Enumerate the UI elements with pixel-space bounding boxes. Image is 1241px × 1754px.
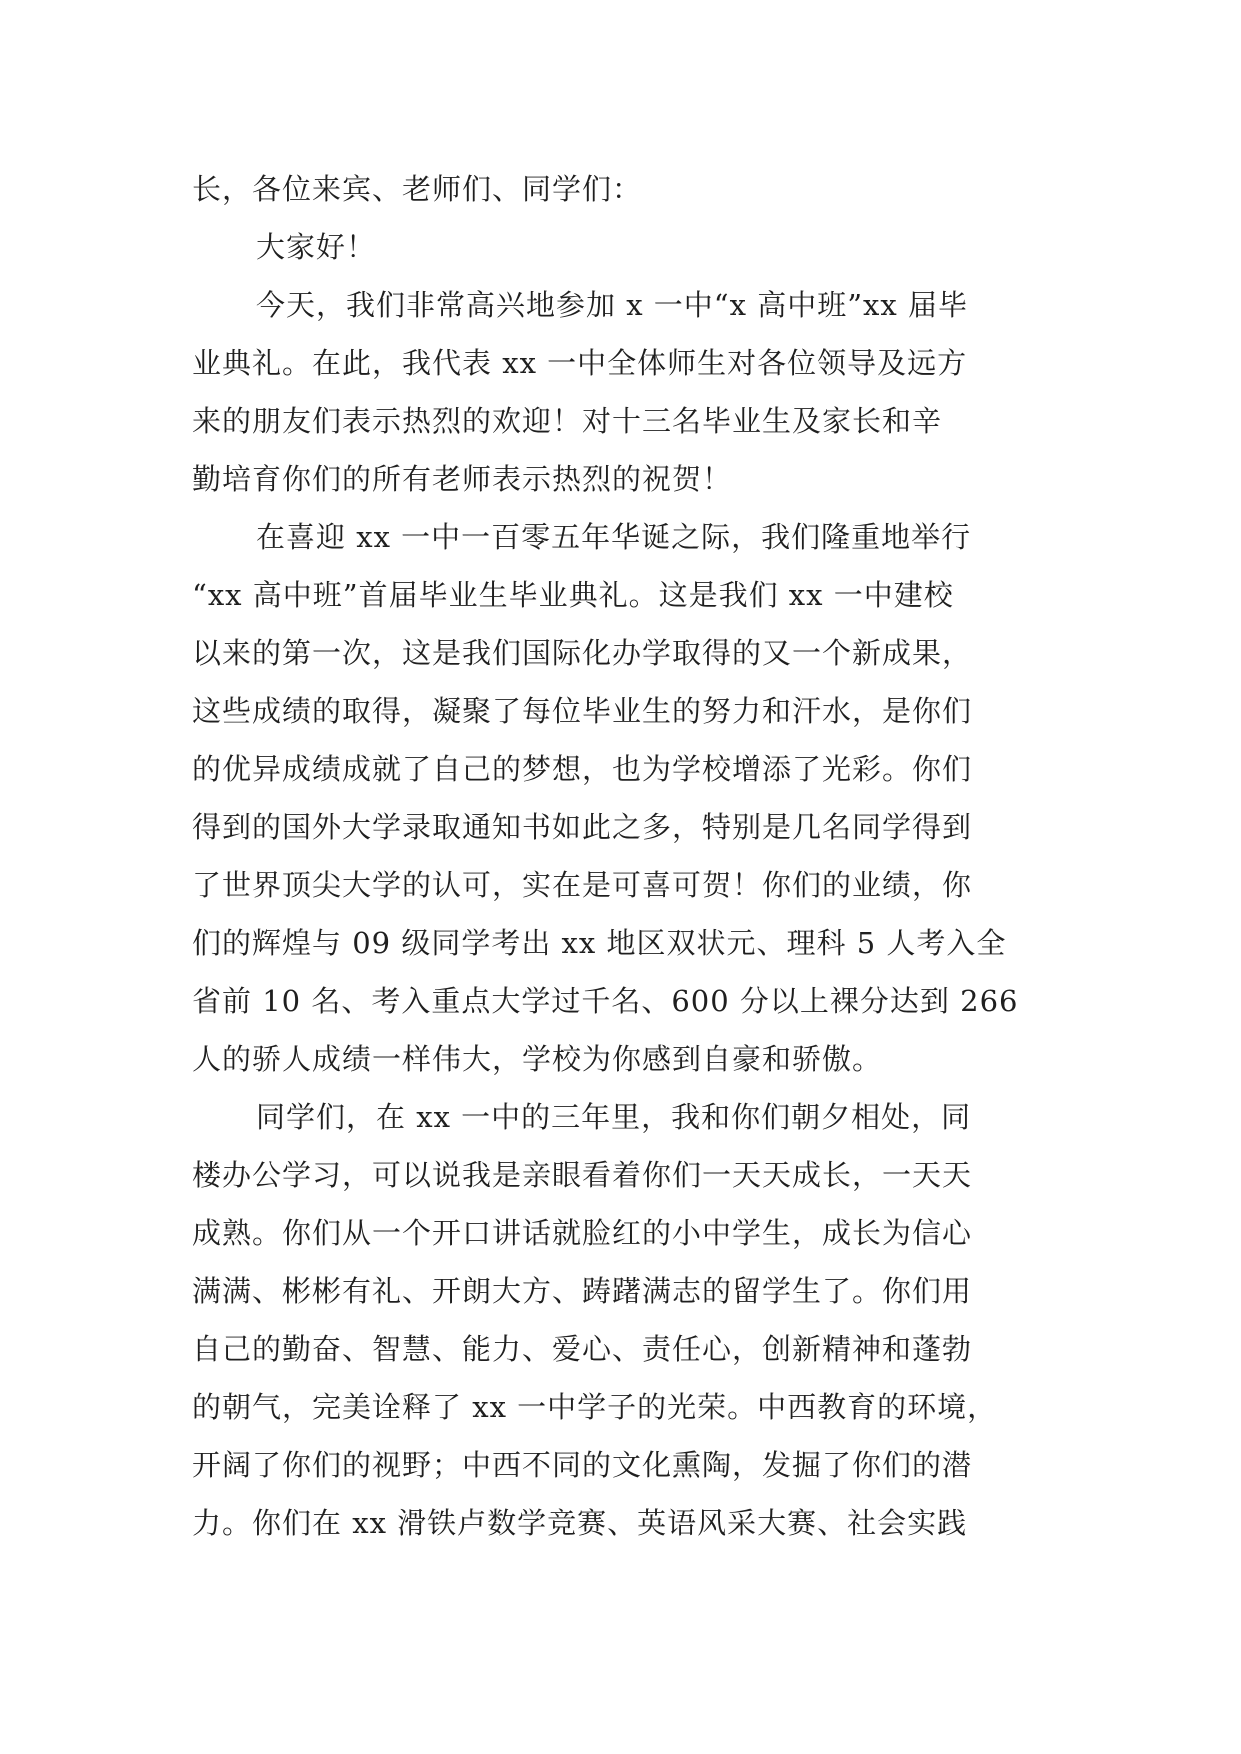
text-line: 省前 10 名、考入重点大学过千名、600 分以上裸分达到 266 xyxy=(192,984,1019,1018)
text-line: 的优异成绩成就了自己的梦想，也为学校增添了光彩。你们 xyxy=(192,752,973,786)
text-line: 业典礼。在此，我代表 xx 一中全体师生对各位领导及远方 xyxy=(192,346,968,380)
text-line: 了世界顶尖大学的认可，实在是可喜可贺！你们的业绩，你 xyxy=(192,868,973,902)
text-line: 来的朋友们表示热烈的欢迎！对十三名毕业生及家长和辛 xyxy=(192,404,943,438)
text-line: 这些成绩的取得，凝聚了每位毕业生的努力和汗水，是你们 xyxy=(192,694,973,728)
text-line: 的朝气，完美诠释了 xx 一中学子的光荣。中西教育的环境， xyxy=(192,1390,998,1424)
text-line: “xx 高中班”首届毕业生毕业典礼。这是我们 xx 一中建校 xyxy=(192,578,954,612)
text-line: 自己的勤奋、智慧、能力、爱心、责任心，创新精神和蓬勃 xyxy=(192,1332,973,1366)
text-line: 满满、彬彬有礼、开朗大方、踌躇满志的留学生了。你们用 xyxy=(192,1274,973,1308)
text-line: 成熟。你们从一个开口讲话就脸红的小中学生，成长为信心 xyxy=(192,1216,973,1250)
text-line: 以来的第一次，这是我们国际化办学取得的又一个新成果， xyxy=(192,636,973,670)
text-line: 在喜迎 xx 一中一百零五年华诞之际，我们隆重地举行 xyxy=(256,520,972,554)
text-line: 同学们，在 xx 一中的三年里，我和你们朝夕相处，同 xyxy=(256,1100,972,1134)
text-line: 得到的国外大学录取通知书如此之多，特别是几名同学得到 xyxy=(192,810,973,844)
text-line: 勤培育你们的所有老师表示热烈的祝贺！ xyxy=(192,462,733,496)
text-line: 力。你们在 xx 滑铁卢数学竞赛、英语风采大赛、社会实践 xyxy=(192,1506,968,1540)
speech-text xyxy=(192,160,1048,1552)
text-line: 长，各位来宾、老师们、同学们： xyxy=(192,172,643,206)
text-line: 开阔了你们的视野；中西不同的文化熏陶，发掘了你们的潜 xyxy=(192,1448,973,1482)
text-line: 大家好！ xyxy=(256,230,377,264)
text-line: 们的辉煌与 09 级同学考出 xx 地区双状元、理科 5 人考入全 xyxy=(192,926,1007,960)
text-line: 人的骄人成绩一样伟大，学校为你感到自豪和骄傲。 xyxy=(192,1042,883,1076)
text-line: 楼办公学习，可以说我是亲眼看着你们一天天成长，一天天 xyxy=(192,1158,973,1192)
text-line: 今天，我们非常高兴地参加 x 一中“x 高中班”xx 届毕 xyxy=(256,288,968,322)
